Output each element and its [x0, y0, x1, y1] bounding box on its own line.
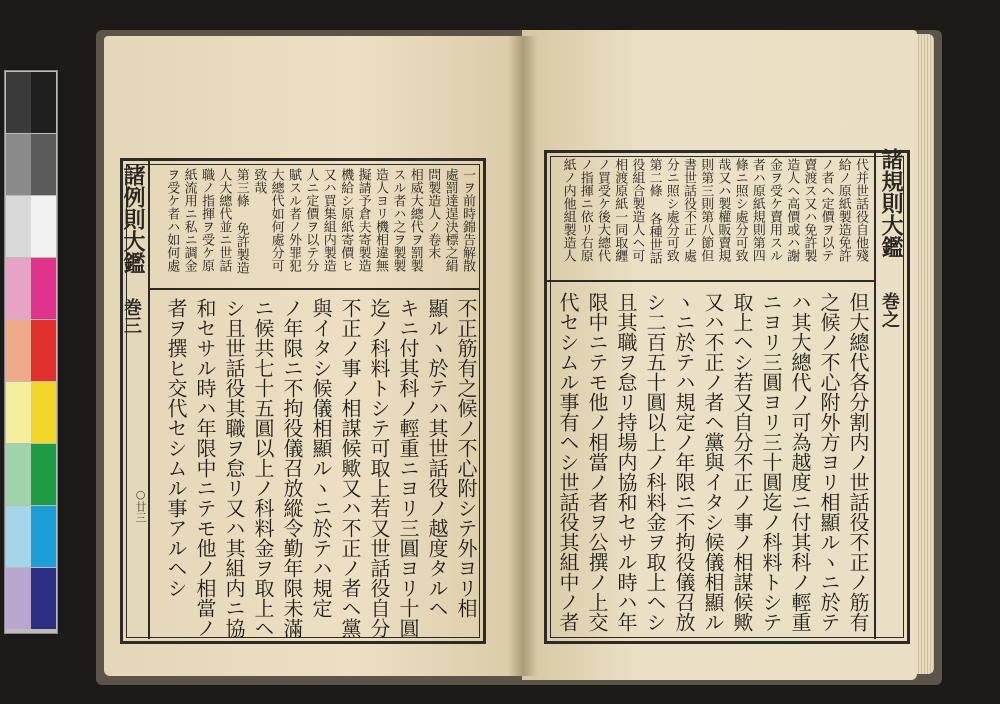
right-page	[522, 30, 917, 680]
main-text-column: ノ年限ニ不拘役儀召放縱令勤年限未滿	[280, 298, 304, 638]
color-swatch	[31, 196, 56, 257]
main-text-column: ヽニ於テハ規定ノ年限ニ不拘役儀召放	[672, 292, 696, 632]
main-text-column: キニ付其科ノ輕重ニヨリ三圓ヨリ十圓	[396, 298, 420, 638]
commentary-column: 紙流用ニ私ニ調金	[181, 168, 197, 272]
commentary-column: 條ニ照シ處分可致	[732, 158, 748, 262]
commentary-column: 致哉	[251, 168, 267, 194]
main-text-column: シ且世話役其職ヲ怠リ又ハ其組内ニ協	[222, 298, 246, 638]
right-section-rule	[547, 280, 875, 282]
left-header-title: 諸例則大鑑	[120, 164, 146, 274]
main-text-column: 與イタシ候儀相顯ルヽニ於テハ規定	[309, 298, 333, 618]
main-text-column: 限中ニテモ他ノ相當ノ者ヲ公撰ノ上交	[585, 292, 609, 632]
color-swatch	[31, 382, 56, 443]
left-page	[104, 36, 524, 676]
commentary-column: 相渡原紙一同取纒	[612, 158, 628, 262]
left-header-volume: 巻三	[121, 298, 142, 334]
left-page-number: ○廿三	[134, 488, 147, 523]
commentary-column: 代并世話役自他殘	[853, 158, 868, 262]
color-swatch	[6, 506, 31, 567]
commentary-column: 則第三則第八節但	[698, 158, 714, 262]
commentary-column: ノ者ヘ定價ヲ以テ	[818, 158, 834, 262]
commentary-column: 又ハ買集組内製造	[320, 168, 336, 272]
main-text-column: 迄ノ科料トシテ可取上若又世話役自分	[367, 298, 391, 638]
commentary-column: 第二條 各種世話	[646, 158, 662, 264]
commentary-column: 造人ヨリ機相違無	[373, 168, 388, 272]
commentary-column: 役組合製造人ヘ可	[629, 158, 645, 262]
main-text-column: 且其職ヲ怠リ持場内協和セサル時ハ年	[614, 292, 638, 632]
main-text-column: ニヨリ三圓ヨリ三十圓迄ノ科料トシテ	[759, 292, 783, 632]
color-swatch	[31, 258, 56, 319]
color-swatch	[6, 444, 31, 505]
main-text-column: 不正筋有之候ノ不心附シテ外ヨリ相	[454, 298, 478, 618]
main-text-column: ニ候共七十五圓以上ノ科料金ヲ取上ヘ	[251, 298, 275, 638]
commentary-column: 一ヲ前時錦告解散	[460, 168, 475, 272]
commentary-column: 賦スル者ノ外罪犯	[286, 168, 301, 272]
main-text-column: 顯ルヽ於テハ其世話役ノ越度タルヘ	[425, 298, 449, 618]
commentary-column: 相威大總代ヲ罰製	[407, 168, 423, 272]
main-text-column: 者ヲ撰ヒ交代セシムル事アルヘシ	[164, 298, 188, 598]
left-header-rule	[148, 161, 150, 639]
commentary-column: ノ指揮ニ依リ右原	[577, 158, 593, 262]
commentary-column: 大總代如何處分可	[268, 168, 284, 272]
right-header-rule	[874, 153, 876, 639]
main-text-column: シ二百五十圓以上ノ科料金ヲ取上ヘシ	[643, 292, 667, 632]
commentary-column: 金ヲ受ケ賣用スル	[767, 158, 782, 262]
color-swatch	[31, 320, 56, 381]
right-header-volume: 巻之	[879, 292, 900, 328]
main-text-column: 不正ノ事ノ相謀候歟又ハ不正ノ者ヘ黨	[338, 298, 362, 638]
color-swatch	[6, 382, 31, 443]
commentary-column: ヲ受ケ者ハ如何處	[164, 168, 180, 272]
commentary-column: ノ買受ケ後大總代	[595, 158, 610, 262]
main-text-column: 但大總代各分割内ノ世話役不正ノ筋有	[846, 292, 870, 632]
right-header-title: 諸規則大鑑	[878, 148, 904, 258]
color-swatch	[31, 506, 56, 567]
commentary-column: スル者ハ之ヲ製製	[390, 168, 406, 272]
main-text-column: 又ハ不正ノ者ヘ黨與イタシ候儀相顯ル	[701, 292, 725, 632]
commentary-column: 哉又ハ製權販賣規	[715, 158, 731, 262]
commentary-column: 者ハ原紙規則第四	[749, 158, 765, 262]
commentary-column: 紙ノ内他組製造人	[560, 158, 576, 262]
color-swatch	[6, 72, 31, 133]
book-gutter	[508, 36, 538, 676]
main-text-column: ハ其大總代ノ可為越度ニ付其科ノ輕重	[788, 292, 812, 632]
color-swatch	[6, 134, 31, 195]
main-text-column: 代セシムル事有ヘシ世話役其組中ノ者	[556, 292, 580, 632]
color-swatch	[6, 568, 31, 629]
main-text-column: 取上ヘシ若又自分不正ノ事ノ相謀候歟	[730, 292, 754, 632]
color-swatch	[31, 134, 56, 195]
commentary-column: 處罰達逞決標之絹	[442, 168, 458, 272]
commentary-column: 人ニ定價ヲ以テ分	[303, 168, 319, 272]
color-swatch	[31, 444, 56, 505]
color-swatch	[31, 568, 56, 629]
commentary-column: 職ノ指揮ヲ受ケ原	[199, 168, 214, 272]
commentary-column: 第三條 免許製造	[233, 168, 249, 274]
commentary-column: 問製造人ノ卷末	[425, 168, 441, 259]
color-swatch	[6, 258, 31, 319]
commentary-column: 人大總代並ニ世話	[216, 168, 232, 272]
commentary-column: 賣渡ス又ハ免許製	[801, 158, 817, 262]
commentary-column: 擬請予倉夫寄製造	[355, 168, 371, 272]
color-swatch	[6, 196, 31, 257]
commentary-column: 分ニ照シ處分可致	[663, 158, 679, 262]
main-text-column: 和セサル時ハ年限中ニテモ他ノ相當ノ	[193, 298, 217, 638]
commentary-column: 給ノ原紙製造免許	[835, 158, 851, 262]
commentary-column: 機給シ原紙寄價ヒ	[338, 168, 354, 272]
left-section-rule	[148, 288, 480, 290]
color-swatch	[31, 72, 56, 133]
commentary-column: 書世話役不正ノ處	[681, 158, 696, 262]
color-calibration-strip	[4, 70, 58, 634]
commentary-column: 造人ヘ高價或ハ謝	[784, 158, 800, 262]
main-text-column: 之候ノ不心附外方ヨリ相顯ルヽニ於テ	[817, 292, 841, 632]
color-swatch	[6, 320, 31, 381]
